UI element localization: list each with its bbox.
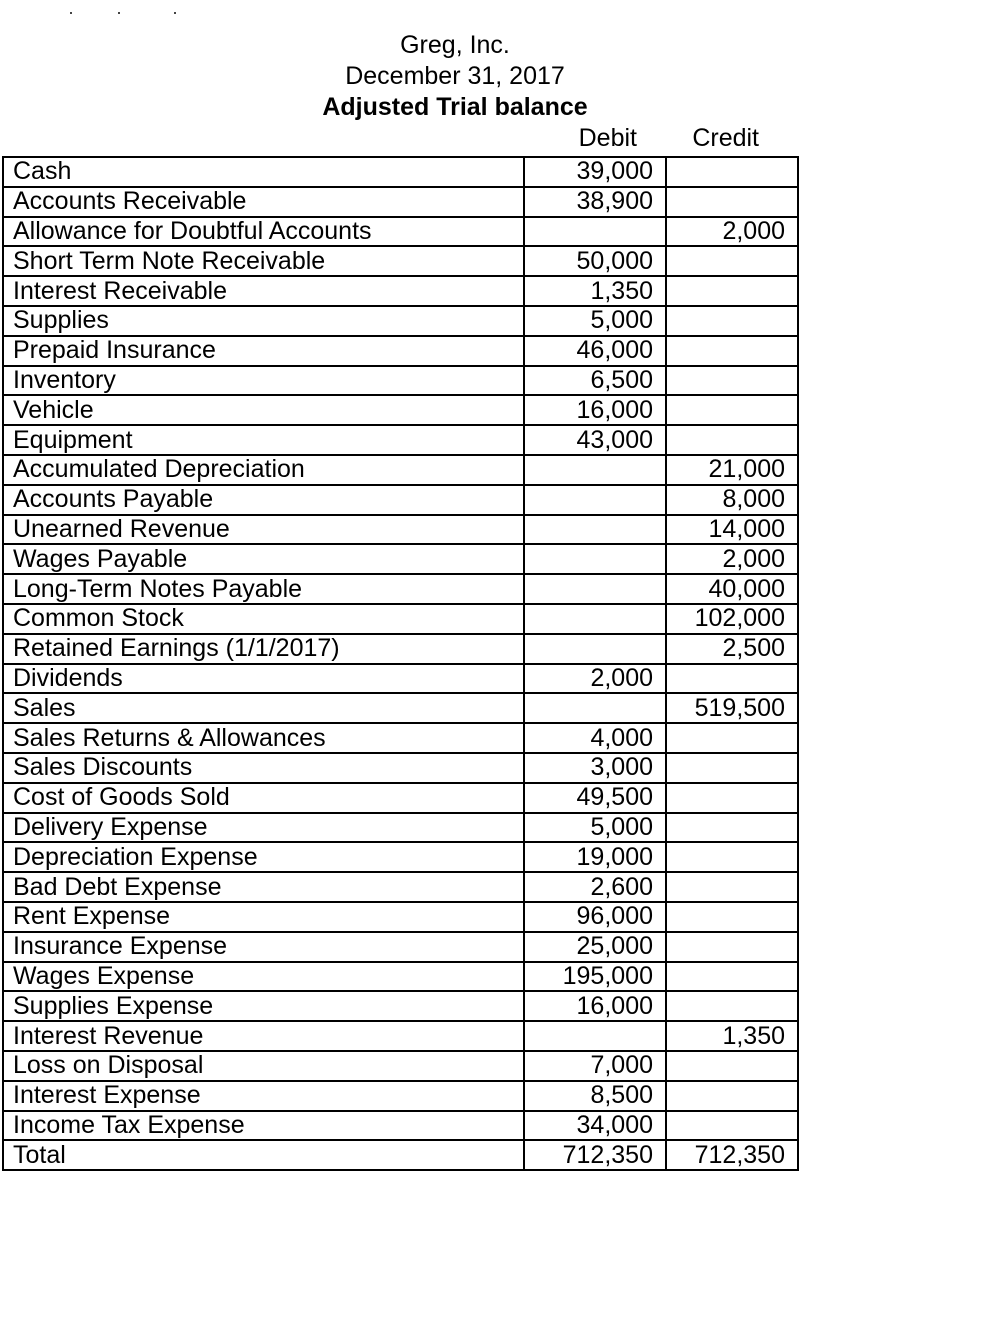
table-row — [3, 395, 798, 425]
debit-cell — [524, 634, 666, 664]
debit-cell: 195,000 — [524, 962, 666, 992]
account-cell: Retained Earnings (1/1/2017) — [3, 634, 524, 664]
table-row — [3, 485, 798, 515]
credit-cell — [666, 276, 798, 306]
table-row — [3, 1051, 798, 1081]
credit-cell: 2,500 — [666, 634, 798, 664]
credit-cell — [666, 395, 798, 425]
table-row — [3, 932, 798, 962]
debit-cell — [524, 217, 666, 247]
account-cell: Common Stock — [3, 604, 524, 634]
table-row — [3, 306, 798, 336]
account-cell: Accounts Receivable — [3, 187, 524, 217]
debit-cell: 16,000 — [524, 395, 666, 425]
table-row — [3, 872, 798, 902]
credit-cell — [666, 1081, 798, 1111]
credit-cell: 2,000 — [666, 544, 798, 574]
debit-cell: 712,350 — [524, 1140, 666, 1170]
debit-cell: 2,000 — [524, 664, 666, 694]
debit-cell: 5,000 — [524, 306, 666, 336]
debit-cell: 7,000 — [524, 1051, 666, 1081]
account-cell: Equipment — [3, 425, 524, 455]
table-row — [3, 217, 798, 247]
debit-cell: 25,000 — [524, 932, 666, 962]
credit-cell — [666, 246, 798, 276]
account-cell: Total — [3, 1140, 524, 1170]
credit-cell — [666, 753, 798, 783]
table-row — [3, 813, 798, 843]
credit-column-header: Credit — [692, 124, 759, 152]
table-row — [3, 842, 798, 872]
debit-cell: 8,500 — [524, 1081, 666, 1111]
account-cell: Cost of Goods Sold — [3, 783, 524, 813]
debit-cell — [524, 515, 666, 545]
debit-cell — [524, 485, 666, 515]
account-cell: Interest Revenue — [3, 1021, 524, 1051]
debit-cell: 39,000 — [524, 157, 666, 187]
debit-cell — [524, 693, 666, 723]
debit-cell: 34,000 — [524, 1111, 666, 1141]
debit-column-header: Debit — [578, 124, 637, 152]
table-row — [3, 187, 798, 217]
report-title: Adjusted Trial balance — [322, 93, 588, 121]
table-row — [3, 753, 798, 783]
scan-marks — [70, 12, 180, 16]
table-row — [3, 157, 798, 187]
credit-cell — [666, 842, 798, 872]
debit-cell: 5,000 — [524, 813, 666, 843]
table-row — [3, 664, 798, 694]
credit-cell: 712,350 — [666, 1140, 798, 1170]
debit-cell: 4,000 — [524, 723, 666, 753]
account-cell: Supplies — [3, 306, 524, 336]
credit-cell: 519,500 — [666, 693, 798, 723]
account-cell: Inventory — [3, 366, 524, 396]
credit-cell — [666, 1051, 798, 1081]
account-cell: Short Term Note Receivable — [3, 246, 524, 276]
debit-cell — [524, 455, 666, 485]
credit-cell — [666, 962, 798, 992]
debit-cell — [524, 544, 666, 574]
debit-cell: 3,000 — [524, 753, 666, 783]
account-cell: Interest Expense — [3, 1081, 524, 1111]
account-cell: Allowance for Doubtful Accounts — [3, 217, 524, 247]
credit-cell — [666, 991, 798, 1021]
debit-cell: 49,500 — [524, 783, 666, 813]
table-row — [3, 1081, 798, 1111]
debit-cell: 2,600 — [524, 872, 666, 902]
debit-cell: 1,350 — [524, 276, 666, 306]
table-row — [3, 962, 798, 992]
table-row — [3, 544, 798, 574]
credit-cell — [666, 932, 798, 962]
account-cell: Dividends — [3, 664, 524, 694]
table-row — [3, 723, 798, 753]
credit-cell: 21,000 — [666, 455, 798, 485]
trial-balance-table — [2, 156, 799, 1171]
account-cell: Income Tax Expense — [3, 1111, 524, 1141]
credit-cell — [666, 366, 798, 396]
table-row — [3, 902, 798, 932]
credit-cell — [666, 336, 798, 366]
account-cell: Sales Returns & Allowances — [3, 723, 524, 753]
account-cell: Cash — [3, 157, 524, 187]
debit-cell: 38,900 — [524, 187, 666, 217]
credit-cell — [666, 664, 798, 694]
debit-cell — [524, 604, 666, 634]
table-row — [3, 515, 798, 545]
table-row — [3, 246, 798, 276]
table-row — [3, 336, 798, 366]
credit-cell — [666, 187, 798, 217]
table-row — [3, 783, 798, 813]
credit-cell: 14,000 — [666, 515, 798, 545]
account-cell: Delivery Expense — [3, 813, 524, 843]
credit-cell — [666, 783, 798, 813]
credit-cell: 102,000 — [666, 604, 798, 634]
report-date: December 31, 2017 — [345, 62, 565, 90]
table-row — [3, 604, 798, 634]
credit-cell: 1,350 — [666, 1021, 798, 1051]
account-cell: Wages Expense — [3, 962, 524, 992]
account-cell: Accounts Payable — [3, 485, 524, 515]
debit-cell — [524, 574, 666, 604]
credit-cell — [666, 1111, 798, 1141]
credit-cell — [666, 157, 798, 187]
debit-cell: 43,000 — [524, 425, 666, 455]
table-row — [3, 276, 798, 306]
table-row — [3, 634, 798, 664]
credit-cell — [666, 902, 798, 932]
account-cell: Sales Discounts — [3, 753, 524, 783]
account-cell: Unearned Revenue — [3, 515, 524, 545]
company-name: Greg, Inc. — [400, 31, 510, 59]
debit-cell: 6,500 — [524, 366, 666, 396]
account-cell: Supplies Expense — [3, 991, 524, 1021]
table-row — [3, 425, 798, 455]
table-row — [3, 366, 798, 396]
table-row — [3, 455, 798, 485]
account-cell: Vehicle — [3, 395, 524, 425]
table-row — [3, 1021, 798, 1051]
credit-cell — [666, 872, 798, 902]
debit-cell: 50,000 — [524, 246, 666, 276]
table-row — [3, 1111, 798, 1141]
debit-cell: 16,000 — [524, 991, 666, 1021]
table-row — [3, 693, 798, 723]
account-cell: Depreciation Expense — [3, 842, 524, 872]
account-cell: Rent Expense — [3, 902, 524, 932]
account-cell: Sales — [3, 693, 524, 723]
credit-cell: 8,000 — [666, 485, 798, 515]
debit-cell: 46,000 — [524, 336, 666, 366]
debit-cell: 19,000 — [524, 842, 666, 872]
table-row — [3, 574, 798, 604]
credit-cell: 40,000 — [666, 574, 798, 604]
account-cell: Long-Term Notes Payable — [3, 574, 524, 604]
credit-cell — [666, 723, 798, 753]
account-cell: Loss on Disposal — [3, 1051, 524, 1081]
table-row — [3, 991, 798, 1021]
credit-cell — [666, 306, 798, 336]
total-row — [3, 1140, 798, 1170]
account-cell: Prepaid Insurance — [3, 336, 524, 366]
account-cell: Accumulated Depreciation — [3, 455, 524, 485]
credit-cell: 2,000 — [666, 217, 798, 247]
credit-cell — [666, 813, 798, 843]
account-cell: Bad Debt Expense — [3, 872, 524, 902]
account-cell: Wages Payable — [3, 544, 524, 574]
debit-cell — [524, 1021, 666, 1051]
credit-cell — [666, 425, 798, 455]
account-cell: Insurance Expense — [3, 932, 524, 962]
account-cell: Interest Receivable — [3, 276, 524, 306]
debit-cell: 96,000 — [524, 902, 666, 932]
